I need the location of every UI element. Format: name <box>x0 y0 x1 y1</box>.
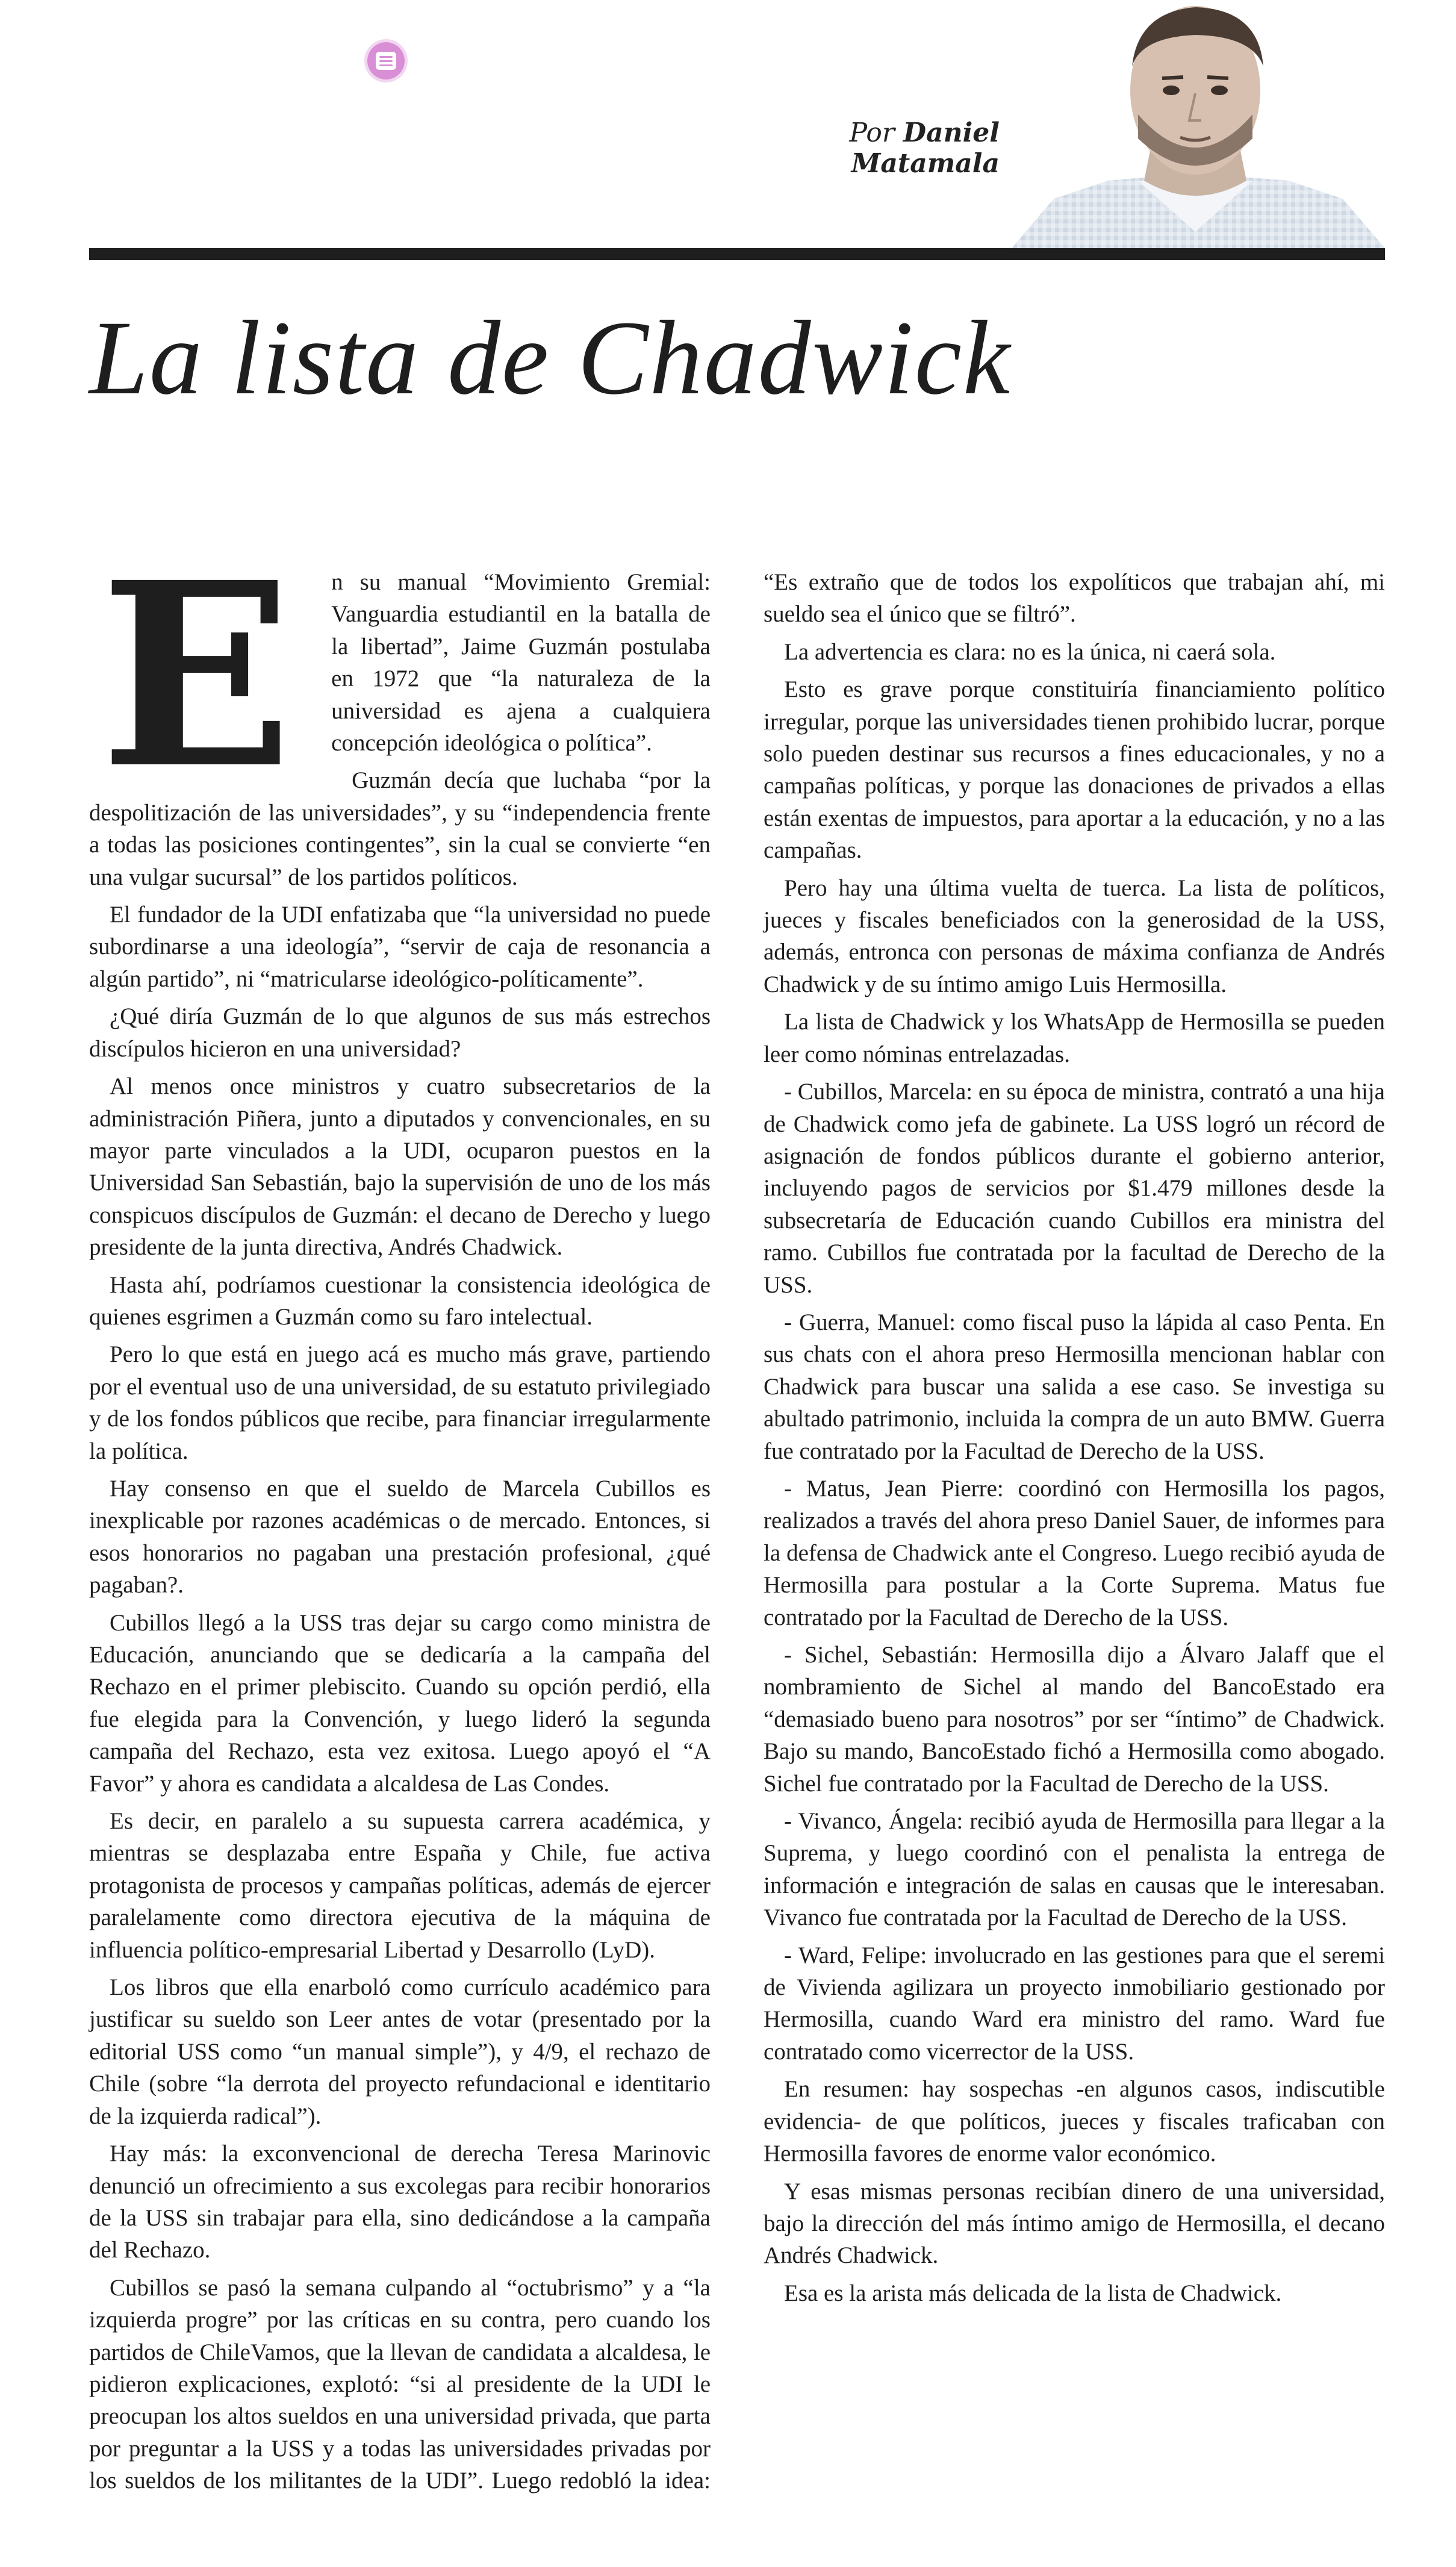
paragraph: Cubillos llegó a la USS tras dejar su cargo como ministra de Educación, anunciando que se dedicaría a la campaña del Rechazo en el primer plebiscito. Cuando su opción perdió, ella fue elegida para la Convención, y luego lideró la segunda campaña del Rechazo, esta vez exitosa. Luego apoyó el “A Favor” y ahora es candidata a alcaldesa de Las Condes. <box>89 1609 711 1797</box>
paragraph: Hay más: la exconvencional de derecha Teresa Marinovic denunció un ofrecimiento a sus excolegas para recibir honorarios de la USS sin trabajar para ella, sino dedicándose a la campaña del Rechazo. <box>89 2141 711 2263</box>
paragraph: Esa es la arista más delicada de la lista de Chadwick. <box>784 2280 1282 2306</box>
paragraph: n su manual “Movimiento Gremial: Vanguardia estudiantil en la batalla de la libertad”, Jaime Guzmán postulaba en 1972 que “la naturaleza de la universidad es ajena a cualquiera concepción ideológica o política”. <box>331 569 711 756</box>
header-rule <box>89 248 1385 260</box>
paragraph: Al menos once ministros y cuatro subsecretarios de la administración Piñera, junto a diputados y convencionales, en su mayor parte vinculados a la UDI, ocuparon puestos en la Universidad San Sebastián, bajo la supervisión de uno de los más conspicuos discípulos de Guzmán: el decano de Derecho y luego presidente de la junta directiva, Andrés Chadwick. <box>89 1073 711 1261</box>
list-entry: - Ward, Felipe: involucrado en las gestiones para que el seremi de Vivienda agilizara un proyecto inmobiliario gestionado por Hermosilla, cuando Ward era ministro del ramo. Ward fue contratado como vicerrector de la USS. <box>764 1942 1385 2065</box>
byline-prefix: Por <box>849 117 895 148</box>
author-photo <box>988 0 1403 248</box>
list-entry: - Sichel, Sebastián: Hermosilla dijo a Álvaro Jalaff que el nombramiento de Sichel al mando del BancoEstado era “demasiado bueno para nosotros” por ser “íntimo” de Chadwick. Bajo su mando, BancoEstado fichó a Hermosilla como abogado. Sichel fue contratado por la Facultad de Derecho de la USS. <box>764 1642 1385 1797</box>
list-entry: En resumen: hay sospechas -en algunos casos, indiscutible evidencia- de que políticos, jueces y fiscales traficaban con Hermosilla favores de enorme valor económico. <box>764 2076 1385 2167</box>
paragraph: Hasta ahí, podríamos cuestionar la consistencia ideológica de quienes esgrimen a Guzmán como su faro intelectual. <box>89 1271 711 1330</box>
paragraph: Los libros que ella enarboló como currículo académico para justificar su sueldo son Leer antes de votar (presentado por la editorial USS como “un manual simple”), y 4/9, el rechazo de Chile (sobre “la derrota del proyecto refundacional e identitario de la izquierda radical”). <box>89 1974 711 2129</box>
list-entry: - Guerra, Manuel: como fiscal puso la lápida al caso Penta. En sus chats con el ahora preso Hermosilla mencionan hablar con Chadwick para buscar una salida a ese caso. Se investiga su abultado patrimonio, incluida la compra de un auto BMW. Guerra fue contratado por la Facultad de Derecho de la USS. <box>764 1309 1385 1464</box>
byline-author: Daniel Matamala <box>851 117 1000 179</box>
paragraph: Y esas mismas personas recibían dinero de una universidad, bajo la dirección del más íntimo amigo de Hermosilla, el decano Andrés Chadwick. <box>764 2178 1385 2269</box>
list-entry: - Matus, Jean Pierre: coordinó con Hermosilla los pagos, realizados a través del ahora preso Daniel Sauer, de informes para la defensa de Chadwick ante el Congreso. Luego recibió ayuda de Hermosilla para postular a la Corte Suprema. Matus fue contratado por la Facultad de Derecho de la USS. <box>764 1475 1385 1630</box>
list-icon[interactable] <box>367 42 405 80</box>
headline: La lista de Chadwick <box>89 299 1012 417</box>
paragraph: La advertencia es clara: no es la única, ni caerá sola. <box>784 638 1276 665</box>
paragraph: El fundador de la UDI enfatizaba que “la universidad no puede subordinarse a una ideología”, “servir de caja de resonancia a algún partido”, ni “matricularse ideológico-políticamente”. <box>89 902 711 992</box>
list-icon-glyph <box>376 52 396 70</box>
drop-cap: E <box>100 528 293 825</box>
paragraph: Guzmán decía que luchaba “por la despolitización de las universidades”, y su “independencia frente a todas las posiciones contingentes”, sin la cual se convierte “en una vulgar sucursal” de los partidos políticos. <box>89 767 711 890</box>
paragraph: La lista de Chadwick y los WhatsApp de Hermosilla se pueden leer como nóminas entrelazadas. <box>764 1009 1385 1067</box>
list-entry: - Cubillos, Marcela: en su época de ministra, contrató a una hija de Chadwick como jefa de gabinete. La USS logró un récord de asignación de fondos públicos durante el gobierno anterior, incluyendo pagos de servicios por $1.479 millones desde la subsecretaría de Educación cuando Cubillos era ministra del ramo. Cubillos fue contratada por la facultad de Derecho de la USS. <box>764 1079 1385 1298</box>
paragraph: Pero lo que está en juego acá es mucho más grave, partiendo por el eventual uso de una universidad, de su estatuto privilegiado y de los fondos públicos que recibe, para financiar irregularmente la política. <box>89 1341 711 1464</box>
byline <box>723 117 1000 179</box>
paragraph: ¿Qué diría Guzmán de lo que algunos de sus más estrechos discípulos hicieron en una universidad? <box>89 1003 711 1062</box>
paragraph: Es decir, en paralelo a su supuesta carrera académica, y mientras se desplazaba entre España y Chile, fue activa protagonista de procesos y campañas políticas, además de ejercer paralelamente como directora ejecutiva de la máquina de influencia político-empresarial Libertad y Desarrollo (LyD). <box>89 1808 711 1963</box>
paragraph: Cubillos se pasó la semana culpando al “octubrismo” y a “la izquierda progre” por las críticas en su contra, pero cuando los partidos de ChileVamos, que la llevan de candidata a alcaldesa, le pidieron explicaciones, explotó: “si al presidente de la UDI le preocupan los altos sueldos en una universidad privada, que parta por preguntar a la USS y a todas las universidades privadas por los sueldos de los militantes de la UDI”. Luego redobló la idea: “Es extraño que de todos los expolíticos que trabajan ahí, mi sueldo sea el único que se filtró”. <box>89 569 1385 2494</box>
paragraph: Esto es grave porque constituiría financiamiento político irregular, porque las universidades tienen prohibido lucrar, porque solo pueden destinar sus recursos a fines educacionales, y no a campañas políticas, y porque las donaciones de privados a ellas están exentas de impuestos, para aportar a la educación, y no a las campañas. <box>764 676 1385 864</box>
list-entry: - Vivanco, Ángela: recibió ayuda de Hermosilla para llegar a la Suprema, y luego coordinó con el penalista la entrega de información e integración de salas en causas que le interesaban. Vivanco fue contratada por la Facultad de Derecho de la USS. <box>764 1808 1385 1931</box>
paragraph: Hay consenso en que el sueldo de Marcela Cubillos es inexplicable por razones académicas o de mercado. Entonces, si esos honorarios no pagaban una prestación profesional, ¿qué pagaban?. <box>89 1475 711 1599</box>
article-body <box>89 528 1385 2557</box>
paragraph: Pero hay una última vuelta de tuerca. La lista de políticos, jueces y fiscales beneficiados con la generosidad de la USS, además, entronca con personas de máxima confianza de Andrés Chadwick y de su íntimo amigo Luis Hermosilla. <box>764 875 1385 997</box>
